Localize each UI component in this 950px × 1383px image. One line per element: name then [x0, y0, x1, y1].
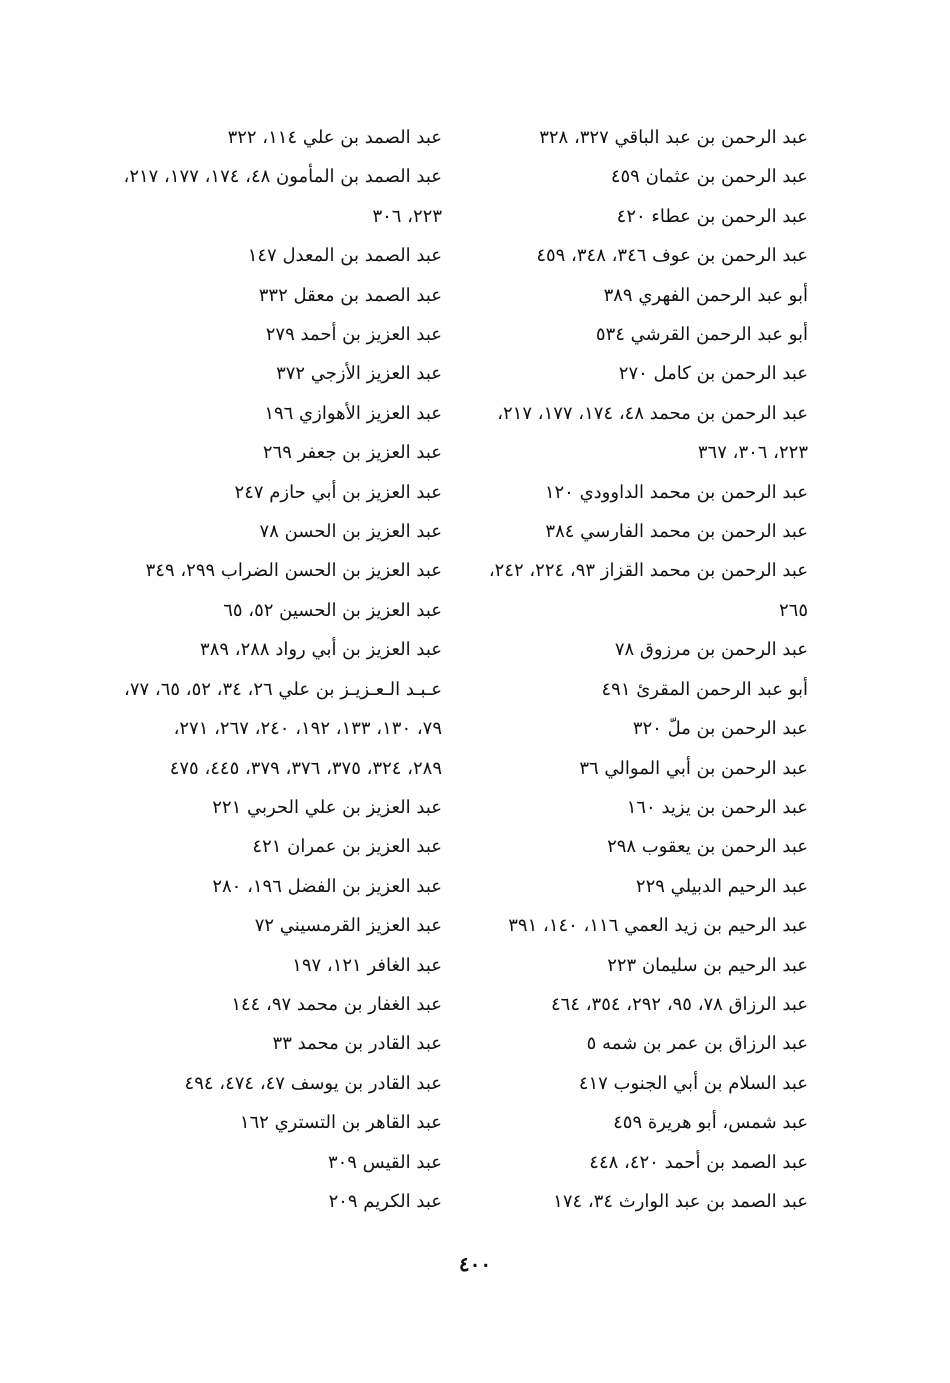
index-entry: عبد العزيز بن أبي رواد ٢٨٨، ٣٨٩ — [200, 639, 442, 661]
index-entry: عبد الصمد بن المأمون ٤٨، ١٧٤، ١٧٧، ٢١٧، — [123, 166, 442, 188]
index-entry: عبد العزيز بن عمران ٤٢١ — [252, 836, 442, 858]
index-entry: عبد الرحمن بن يعقوب ٢٩٨ — [607, 836, 808, 858]
index-entry: عبد العزيز بن الفضل ١٩٦، ٢٨٠ — [212, 875, 442, 897]
index-entry: عبد الرحيم بن زيد العمي ١١٦، ١٤٠، ٣٩١ — [508, 915, 808, 937]
index-entry: عبد الرحمن بن كامل ٢٧٠ — [618, 363, 808, 385]
index-entry: عبد الغافر ١٢١، ١٩٧ — [292, 954, 442, 976]
index-entry: عبد العزيز الأهوازي ١٩٦ — [264, 402, 442, 424]
index-entry: عبد السلام بن أبي الجنوب ٤١٧ — [578, 1072, 808, 1094]
index-entry: عبد العزيز بن أبي حازم ٢٤٧ — [234, 481, 442, 503]
index-entry: عبد الرحيم الدبيلي ٢٢٩ — [635, 875, 808, 897]
index-entry: عبد الرحمن بن مرزوق ٧٨ — [614, 639, 808, 661]
index-entry: عبد الرحمن بن عبد الباقي ٣٢٧، ٣٢٨ — [539, 127, 808, 148]
index-entry: عبد الرحمن بن يزيد ١٦٠ — [626, 796, 808, 818]
index-entry: عبد الصمد بن معقل ٣٣٢ — [258, 284, 442, 306]
index-entry: عبد شمس، أبو هريرة ٤٥٩ — [613, 1112, 808, 1134]
index-entry: أبو عبد الرحمن القرشي ٥٣٤ — [595, 324, 808, 346]
index-entry: عبد الرحيم بن سليمان ٢٢٣ — [607, 954, 808, 976]
index-entry: عـبـد الـعـزيـز بن علي ٢٦، ٣٤، ٥٢، ٦٥، ٧٧، — [124, 678, 442, 700]
index-entry: عبد الرزاق ٧٨، ٩٥، ٢٩٢، ٣٥٤، ٤٦٤ — [551, 993, 808, 1015]
index-entry: عبد القادر بن يوسف ٤٧، ٤٧٤، ٤٩٤ — [184, 1072, 442, 1094]
index-column-left — [97, 118, 442, 1221]
index-entry: أبو عبد الرحمن الفهري ٣٨٩ — [603, 284, 808, 306]
index-entry: عبد العزيز بن علي الحربي ٢٢١ — [212, 796, 442, 818]
index-entry: ٢٨٩، ٣٢٤، ٣٧٥، ٣٧٦، ٣٧٩، ٤٤٥، ٤٧٥ — [169, 757, 442, 779]
index-entry: عبد الكريم ٢٠٩ — [328, 1190, 442, 1212]
index-entry: عبد الرحمن بن محمد الفارسي ٣٨٤ — [545, 521, 808, 543]
index-entry: ٢٢٣، ٣٠٦، ٣٦٧ — [697, 442, 808, 464]
index-entry: عبد الصمد بن أحمد ٤٢٠، ٤٤٨ — [589, 1151, 808, 1173]
index-entry: ٢٦٥ — [778, 599, 808, 621]
index-entry: عبد العزيز الأزجي ٣٧٢ — [276, 363, 442, 385]
index-entry: عبد الرحمن بن عثمان ٤٥٩ — [610, 166, 808, 188]
index-entry: ٢٢٣، ٣٠٦ — [372, 205, 442, 227]
index-entry: عبد العزيز بن الحسن ٧٨ — [259, 521, 442, 543]
index-entry: عبد الصمد بن علي ١١٤، ٣٢٢ — [227, 127, 442, 148]
index-entry: ٧٩، ١٣٠، ١٣٣، ١٩٢، ٢٤٠، ٢٦٧، ٢٧١، — [173, 718, 442, 740]
index-entry: عبد العزيز بن أحمد ٢٧٩ — [265, 324, 442, 346]
index-entry: عبد القيس ٣٠٩ — [327, 1151, 442, 1173]
index-entry: عبد الرحمن بن عطاء ٤٢٠ — [616, 205, 808, 227]
index-entry: عبد القاهر بن التستري ١٦٢ — [239, 1112, 442, 1134]
index-entry: عبد الصمد بن عبد الوارث ٣٤، ١٧٤ — [553, 1190, 808, 1212]
index-entry: عبد العزيز بن جعفر ٢٦٩ — [262, 442, 442, 464]
index-entry: عبد العزيز بن الحسين ٥٢، ٦٥ — [223, 599, 442, 621]
index-entry: عبد الرحمن بن أبي الموالي ٣٦ — [579, 757, 808, 779]
index-entry: عبد الصمد بن المعدل ١٤٧ — [247, 245, 442, 267]
index-entry: عبد الغفار بن محمد ٩٧، ١٤٤ — [231, 993, 442, 1015]
index-entry: عبد الرحمن بن محمد القزاز ٩٣، ٢٢٤، ٢٤٢، — [488, 560, 808, 582]
index-entry: عبد الرحمن بن محمد الداوودي ١٢٠ — [544, 481, 808, 503]
index-entry: عبد الرزاق بن عمر بن شمه ٥ — [586, 1033, 808, 1055]
index-entry: أبو عبد الرحمن المقرئ ٤٩١ — [601, 678, 808, 700]
index-column-right — [463, 118, 808, 1221]
index-entry: عبد الرحمن بن عوف ٣٤٦، ٣٤٨، ٤٥٩ — [536, 245, 808, 267]
page-number: ٤٠٠ — [458, 1252, 492, 1276]
index-entry: عبد الرحمن بن ملّ ٣٢٠ — [632, 718, 808, 740]
index-entry: عبد القادر بن محمد ٣٣ — [272, 1033, 442, 1055]
index-entry: عبد العزيز بن الحسن الضراب ٢٩٩، ٣٤٩ — [145, 560, 442, 582]
index-entry: عبد الرحمن بن محمد ٤٨، ١٧٤، ١٧٧، ٢١٧، — [497, 402, 808, 424]
index-entry: عبد العزيز القرمسيني ٧٢ — [254, 915, 442, 937]
